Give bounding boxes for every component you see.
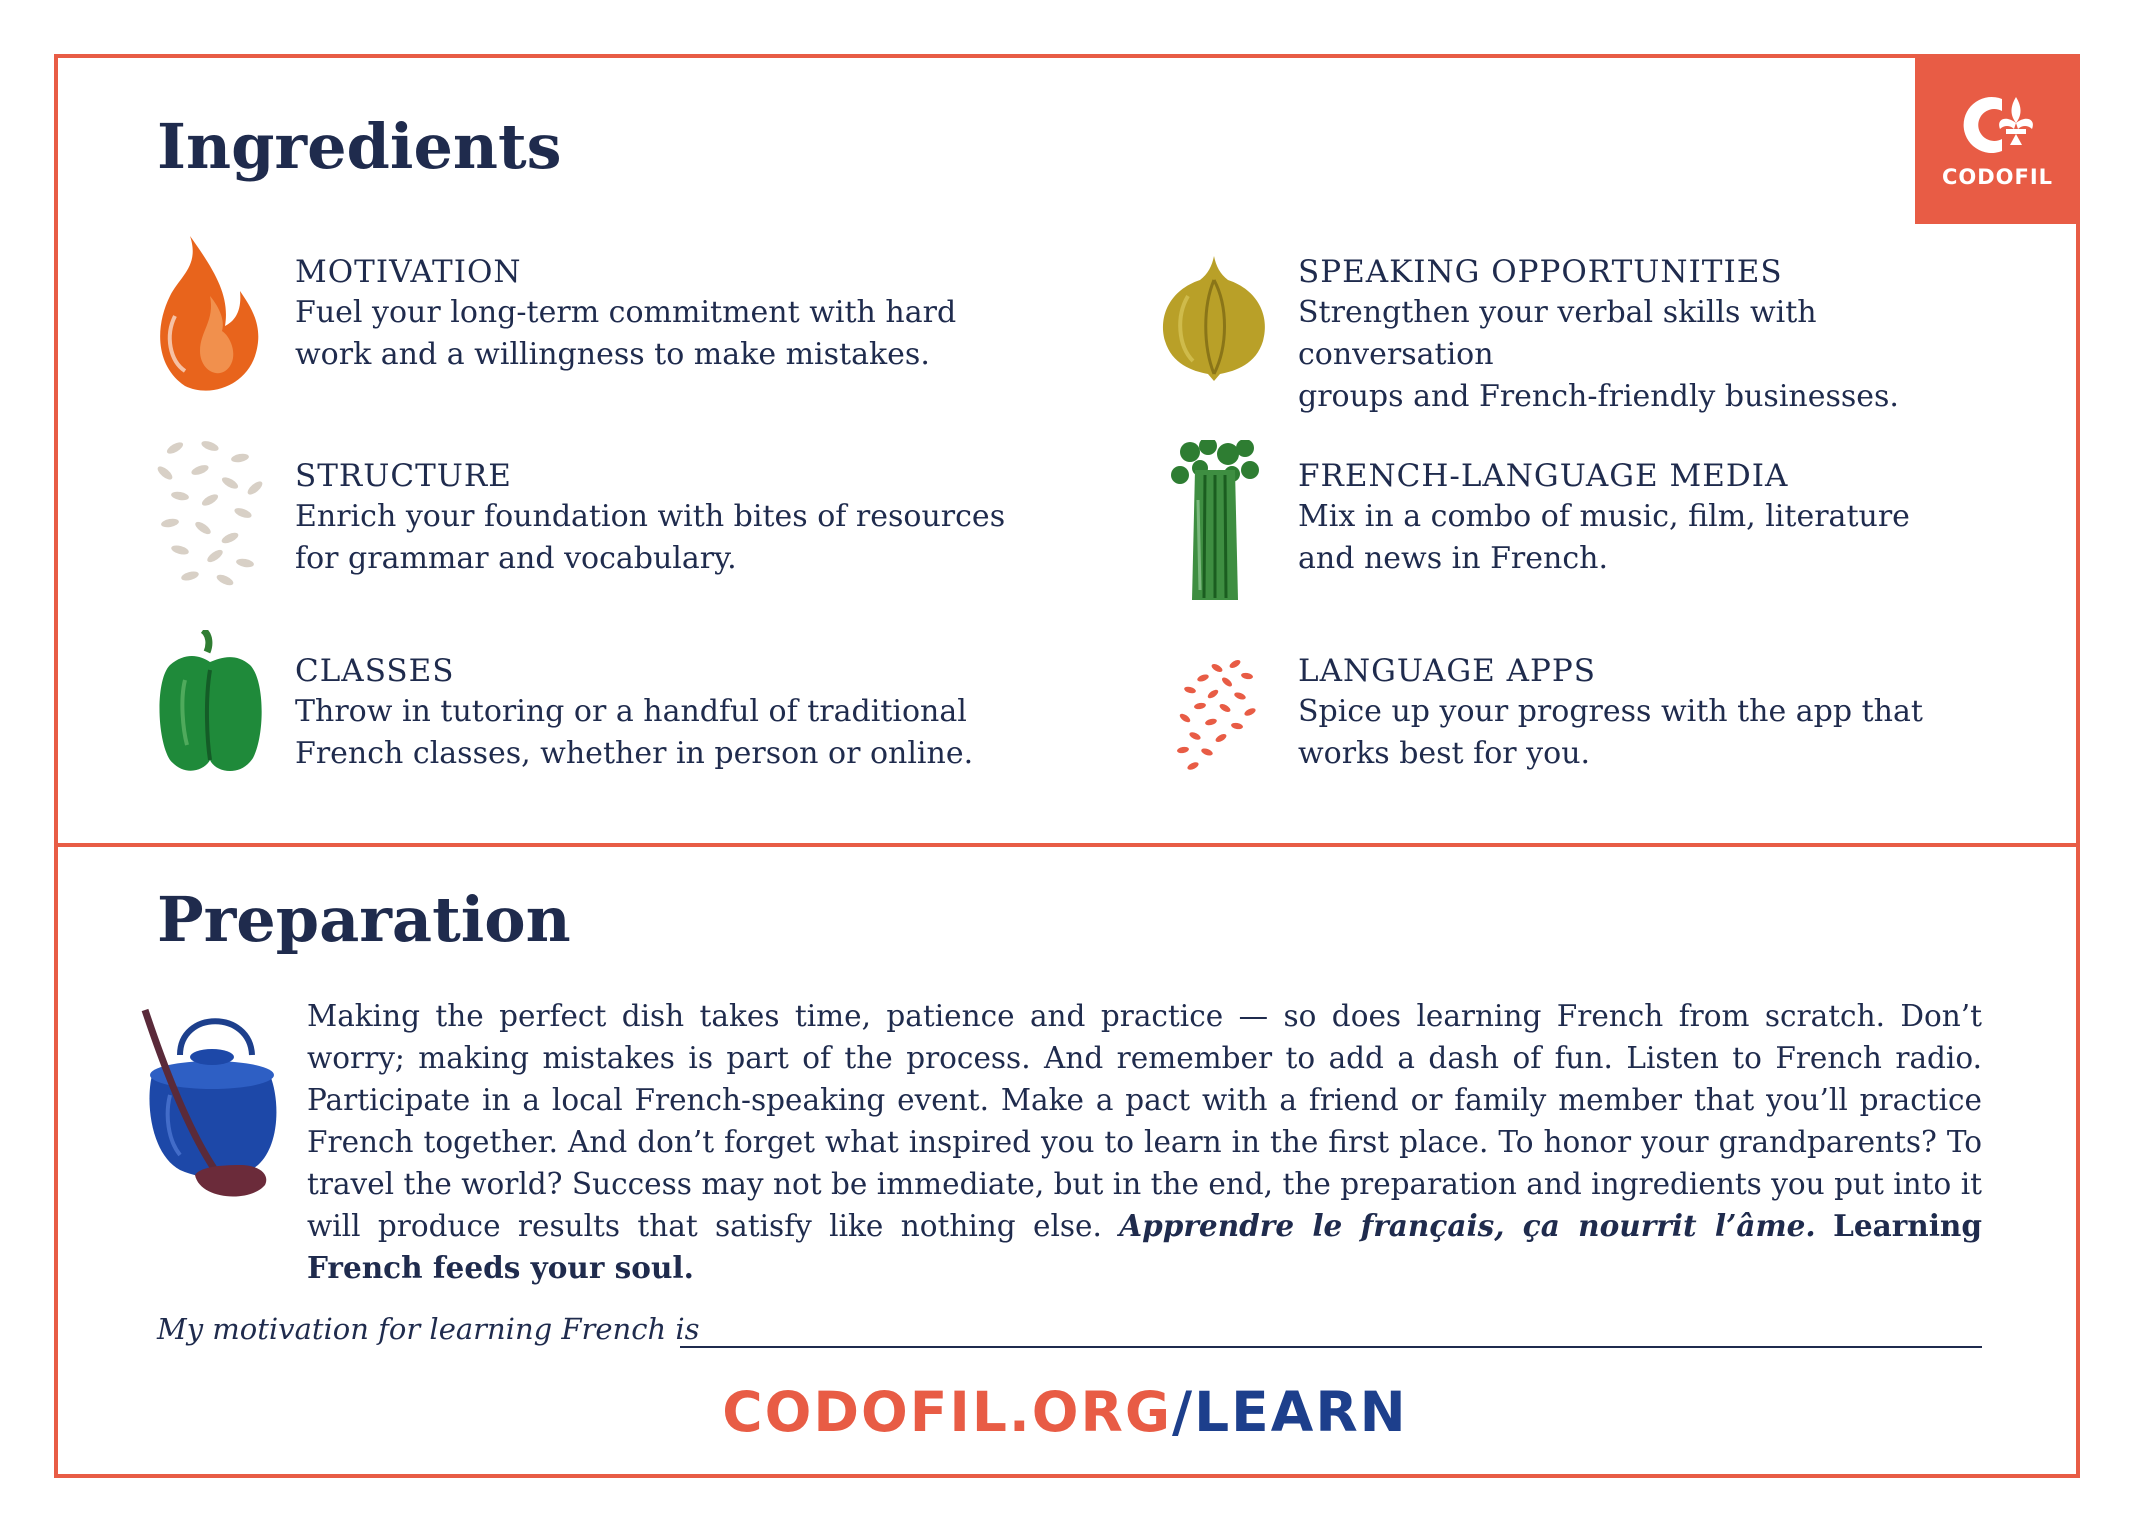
ingredient-motivation: [295, 252, 1015, 376]
bell-pepper-icon: [155, 630, 265, 775]
ingredient-desc-line2: groups and French-friendly businesses.: [1298, 379, 1899, 414]
ingredient-classes: [295, 651, 1015, 775]
onion-icon: [1158, 256, 1270, 381]
url-domain[interactable]: CODOFIL.ORG: [722, 1380, 1173, 1444]
ingredient-desc-line1: Strengthen your verbal skills with conversation: [1298, 295, 1817, 372]
spice-icon: [1175, 658, 1260, 773]
ingredient-desc-line2: and news in French.: [1298, 541, 1608, 576]
english-quote: Learning French feeds your soul.: [307, 1208, 1982, 1285]
ingredient-desc-line1: Enrich your foundation with bites of resources: [295, 499, 1006, 534]
motivation-blank-line[interactable]: [680, 1346, 1982, 1348]
ingredient-title: MOTIVATION: [295, 254, 522, 290]
ingredient-apps: [1298, 651, 2018, 775]
ingredient-title: LANGUAGE APPS: [1298, 653, 1597, 689]
ingredient-desc-line2: works best for you.: [1298, 736, 1591, 771]
ingredient-desc-line2: for grammar and vocabulary.: [295, 541, 737, 576]
ingredient-desc-line1: Throw in tutoring or a handful of traditional: [295, 694, 967, 729]
ingredient-desc-line1: Fuel your long-term commitment with hard: [295, 295, 957, 330]
celery-icon: [1170, 440, 1260, 605]
ingredient-desc-line1: Mix in a combo of music, film, literature: [1298, 499, 1910, 534]
url-path[interactable]: /LEARN: [1172, 1380, 1408, 1444]
motivation-prompt: My motivation for learning French is: [157, 1312, 700, 1346]
fleur-de-lis-icon: [1958, 89, 2038, 161]
ingredient-speaking: [1298, 252, 2018, 418]
preparation-title: Preparation: [157, 883, 571, 956]
preparation-body: [307, 995, 1982, 1289]
ingredient-title: SPEAKING OPPORTUNITIES: [1298, 254, 1783, 290]
rice-icon: [155, 438, 265, 588]
ingredient-title: FRENCH-LANGUAGE MEDIA: [1298, 458, 1789, 494]
ingredient-desc-line1: Spice up your progress with the app that: [1298, 694, 1923, 729]
pot-icon: [140, 1005, 290, 1205]
ingredient-desc-line2: work and a willingness to make mistakes.: [295, 337, 930, 372]
preparation-paragraph: Making the perfect dish takes time, patience and practice — so does learning French from scratch. Don’t worry; making mistakes is part of the process. And remember to add a dash of fun. Listen to French radio. Participate in a local French-speaking event. Make a pact with a friend or family member that you’ll practice French together. And don’t forget what inspired you to learn in the first place. To honor your grandparents? To travel the world? Success may not be immediate, but in the end, the preparation and ingredients you put into it will produce results that satisfy like nothing else.: [307, 999, 1982, 1243]
ingredient-desc-line2: French classes, whether in person or online.: [295, 736, 974, 771]
section-divider: [54, 843, 2080, 847]
ingredient-title: STRUCTURE: [295, 458, 512, 494]
flame-icon: [150, 236, 265, 394]
website-url[interactable]: [0, 1380, 2130, 1444]
codofil-logo[interactable]: [1915, 54, 2080, 224]
ingredient-structure: [295, 456, 1015, 580]
ingredients-title: Ingredients: [157, 110, 562, 183]
ingredient-media: [1298, 456, 2018, 580]
ingredient-title: CLASSES: [295, 653, 455, 689]
french-quote: Apprendre le français, ça nourrit l’âme.: [1119, 1208, 1816, 1243]
logo-text: CODOFIL: [1941, 165, 2054, 189]
